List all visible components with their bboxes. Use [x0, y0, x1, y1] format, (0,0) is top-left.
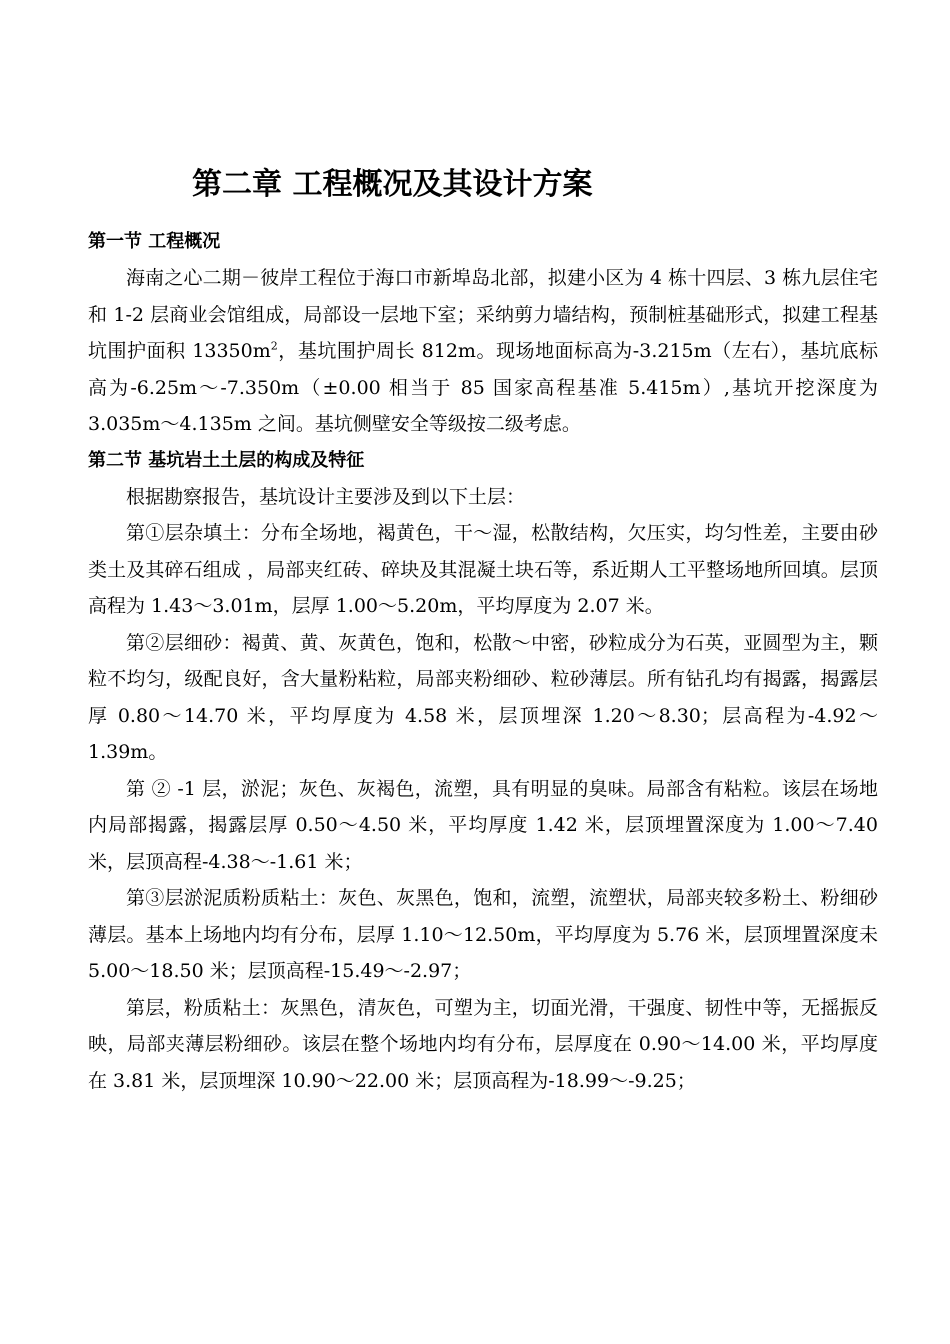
- chapter-title: 第二章 工程概况及其设计方案: [192, 167, 593, 202]
- paragraph-survey-intro: 根据勘察报告，基坑设计主要涉及到以下土层：: [126, 485, 526, 508]
- paragraph-layer-1-fill: 第①层杂填土：分布全场地，褐黄色，干～湿，松散结构，欠压实，均匀性差，主要由砂类土及其碎石组成 ，局部夹红砖、碎块及其混凝土块石等，系近期人工平整场地所回填。层顶高程为 1.43～3.01m，层厚 1.00～5.20m，平均厚度为 2.07 米。: [88, 522, 878, 617]
- section-heading-soil-layers: 第二节 基坑岩土土层的构成及特征: [88, 449, 365, 471]
- superscript-unit: 2: [270, 339, 278, 353]
- paragraph-layer-2-fine-sand: 第②层细砂：褐黄、黄、灰黄色，饱和，松散～中密，砂粒成分为石英，亚圆型为主，颗粒不均匀，级配良好，含大量粉粘粒，局部夹粉细砂、粒砂薄层。所有钻孔均有揭露，揭露层厚 0.80～14.70 米，平均厚度为 4.58 米，层顶埋深 1.20～8.30；层高程为-4.92～1.39m。: [88, 631, 878, 763]
- section-heading-overview: 第一节 工程概况: [88, 231, 221, 252]
- paragraph-text: 海南之心二期－彼岸工程位于海口市新埠岛北部，拟建小区为 4 栋十四层、3 栋九层住宅和 1-2 层商业会馆组成，局部设一层地下室；采纳剪力墙结构，预制桩基础形式，拟建工程基坑围护面积 13350m: [88, 267, 878, 362]
- paragraph-layer-2-1-silt: 第 ② -1 层，淤泥；灰色、灰褐色，流塑，具有明显的臭味。局部含有粘粒。该层在场地内局部揭露，揭露层厚 0.50～4.50 米，平均厚度 1.42 米，层顶埋置深度为 1.00～7.40 米，层顶高程-4.38～-1.61 米；: [88, 777, 878, 873]
- paragraph-project-overview: [88, 260, 878, 443]
- paragraph-text: ，基坑围护周长 812m。现场地面标高为-3.215m（左右），基坑底标高为-6.25m～-7.350m（±0.00 相当于 85 国家高程基准 5.415m）,基坑开挖深度为 3.035m～4.135m 之间。基坑侧壁安全等级按二级考虑。: [88, 340, 879, 435]
- paragraph-layer-silty-clay: 第层，粉质粘土：灰黑色，清灰色，可塑为主，切面光滑，干强度、韧性中等，无摇振反映，局部夹薄层粉细砂。该层在整个场地内均有分布，层厚度在 0.90～14.00 米，平均厚度在 3.81 米，层顶埋深 10.90～22.00 米；层顶高程为-18.99～-9.25；: [88, 996, 878, 1092]
- document-page: [88, 150, 878, 1099]
- paragraph-layer-3-silty-clay: 第③层淤泥质粉质粘土：灰色、灰黑色，饱和，流塑，流塑状，局部夹较多粉土、粉细砂薄层。基本上场地内均有分布，层厚 1.10～12.50m，平均厚度为 5.76 米，层顶埋置深度未 5.00～18.50 米；层顶高程-15.49～-2.97；: [88, 887, 878, 982]
